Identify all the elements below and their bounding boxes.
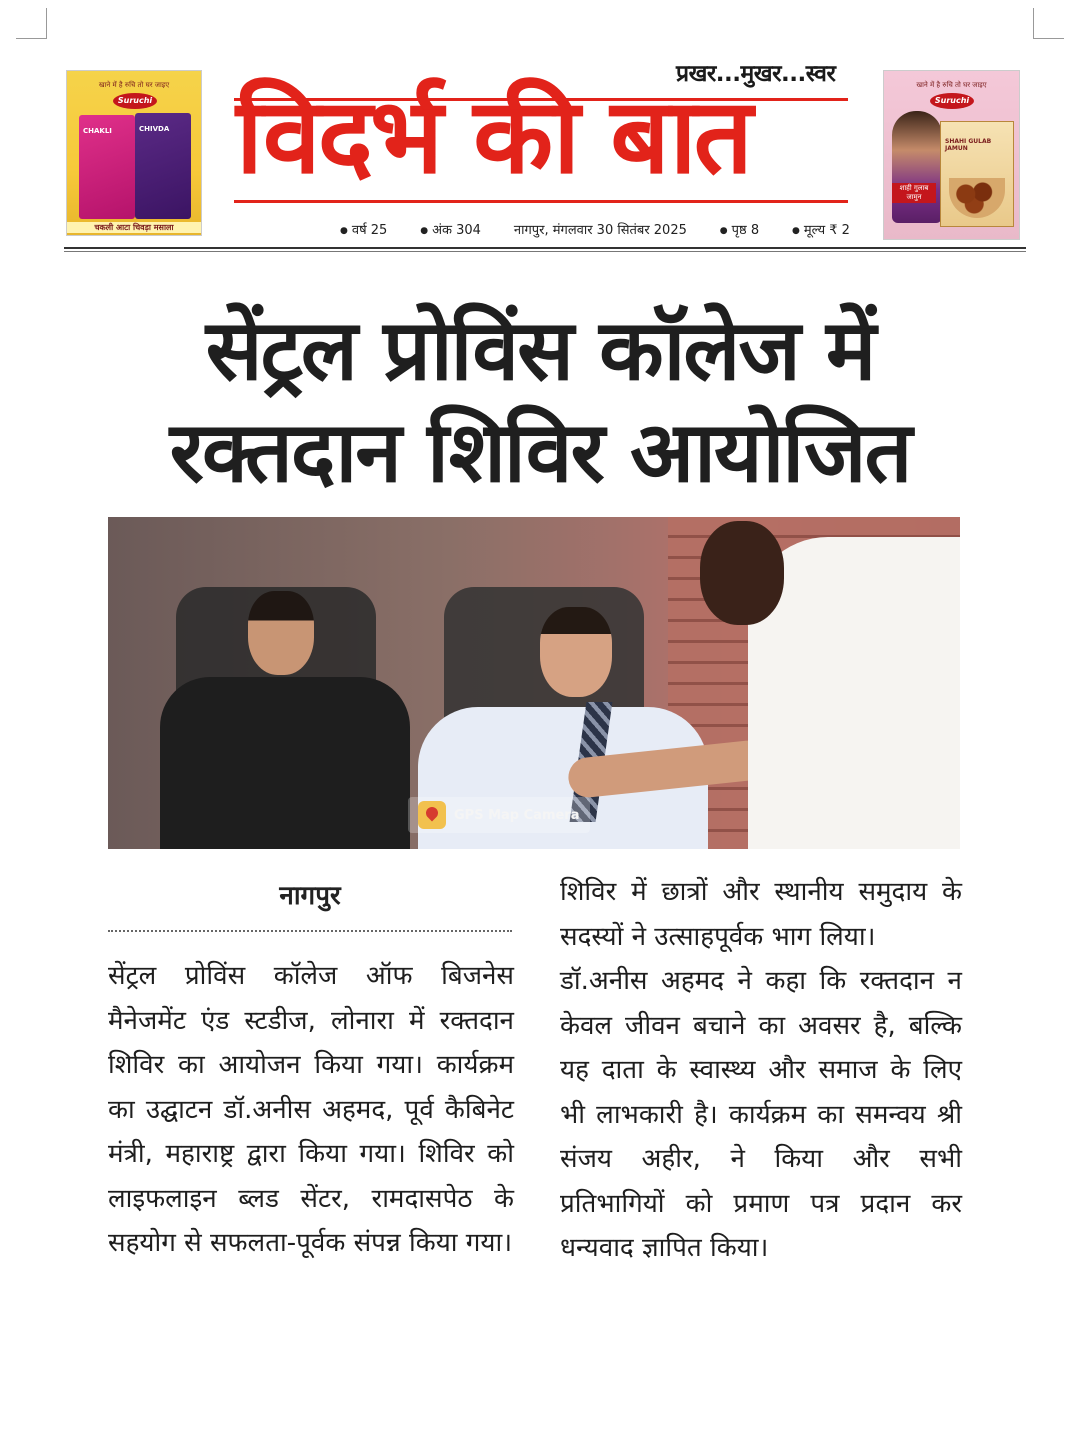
sweet-bowl-icon (949, 178, 1005, 218)
product-label: SHAHI GULAB JAMUN (945, 138, 992, 152)
article-paragraph: डॉ.अनीस अहमद ने कहा कि रक्तदान न केवल जीवन बचाने का अवसर है, बल्कि यह दाता के स्वास्थ्य और समाज के लिए भी लाभकारी है। कार्यक्रम का समन्वय श्री संजय अहीर, ने किया और सभी प्रतिभागियों को प्रमाण पत्र प्रदान कर धन्यवाद ज्ञापित किया। (560, 966, 962, 1263)
meta-price: ● मूल्य ₹ 2 (792, 220, 850, 238)
product-pack-icon (79, 115, 135, 219)
advertisement-left (66, 70, 202, 236)
crop-mark-top-left (16, 8, 47, 39)
ad-brand-logo: Suruchi (113, 93, 157, 109)
advertisement-right (883, 70, 1020, 240)
meta-issue: ● अंक 304 (420, 220, 481, 238)
gps-watermark (408, 797, 590, 833)
donor-figure (160, 677, 410, 849)
article-photo (108, 517, 960, 849)
article-dateline: नागपुर (279, 881, 341, 911)
staff-head (700, 521, 784, 625)
article-paragraph: सेंट्रल प्रोविंस कॉलेज ऑफ बिजनेस मैनेजमेंट एंड स्टडीज, लोनारा में रक्तदान शिविर का आयोजन किया गया। कार्यक्रम का उद्घाटन डॉ.अनीस अहमद, पूर्व कैबिनेट मंत्री, महाराष्ट्र द्वारा किया गया। शिविर को लाइफलाइन ब्लड सेंटर, रामदासपेठ के सहयोग से सफलता-पूर्वक संपन्न किया गया। (108, 961, 514, 1258)
article-paragraph: शिविर में छात्रों और स्थानीय समुदाय के सदस्यों ने उत्साहपूर्वक भाग लिया। (560, 877, 962, 952)
crop-mark-top-right (1033, 8, 1064, 39)
masthead-tagline: प्रखर...मुखर...स्वर (676, 61, 836, 87)
headline-line-2: रक्तदान शिविर आयोजित (169, 403, 911, 501)
masthead-meta (340, 220, 850, 238)
ad-footer: चकली आटा चिवड़ा मसाला (67, 222, 201, 233)
product-pack-icon (135, 113, 191, 219)
ad-brand-logo: Suruchi (930, 93, 974, 109)
masthead-divider (64, 247, 1026, 249)
ad-caption: शाही गुलाब जामुन (892, 183, 936, 203)
masthead-divider-thin (64, 251, 1026, 252)
student-donor-head (540, 607, 612, 697)
model-figure (892, 111, 942, 223)
meta-page: ● पृष्ठ 8 (720, 220, 759, 238)
gps-watermark-text: GPS Map Camera (454, 807, 580, 823)
meta-year: ● वर्ष 25 (340, 220, 387, 238)
headline-line-1: सेंट्रल प्रोविंस कॉलेज में (205, 301, 875, 399)
article-column-1 (108, 954, 514, 1266)
pack-label: CHIVDA (139, 125, 170, 133)
newspaper-title: विदर्भ की बात (236, 75, 750, 197)
meta-place-date: नागपुर, मंगलवार 30 सितंबर 2025 (513, 223, 687, 238)
product-box-icon (940, 121, 1014, 227)
ad-tagline: खाने में है रुचि तो घर जाइए (916, 81, 987, 89)
ad-tagline: खाने में है रुचि तो घर जाइए (98, 81, 170, 89)
dateline-divider (108, 930, 512, 932)
pack-label: CHAKLI (83, 127, 112, 135)
donor-head (248, 591, 314, 675)
map-pin-icon (418, 801, 446, 829)
article-column-2 (560, 870, 962, 1271)
logo-rule-bottom (234, 200, 848, 203)
